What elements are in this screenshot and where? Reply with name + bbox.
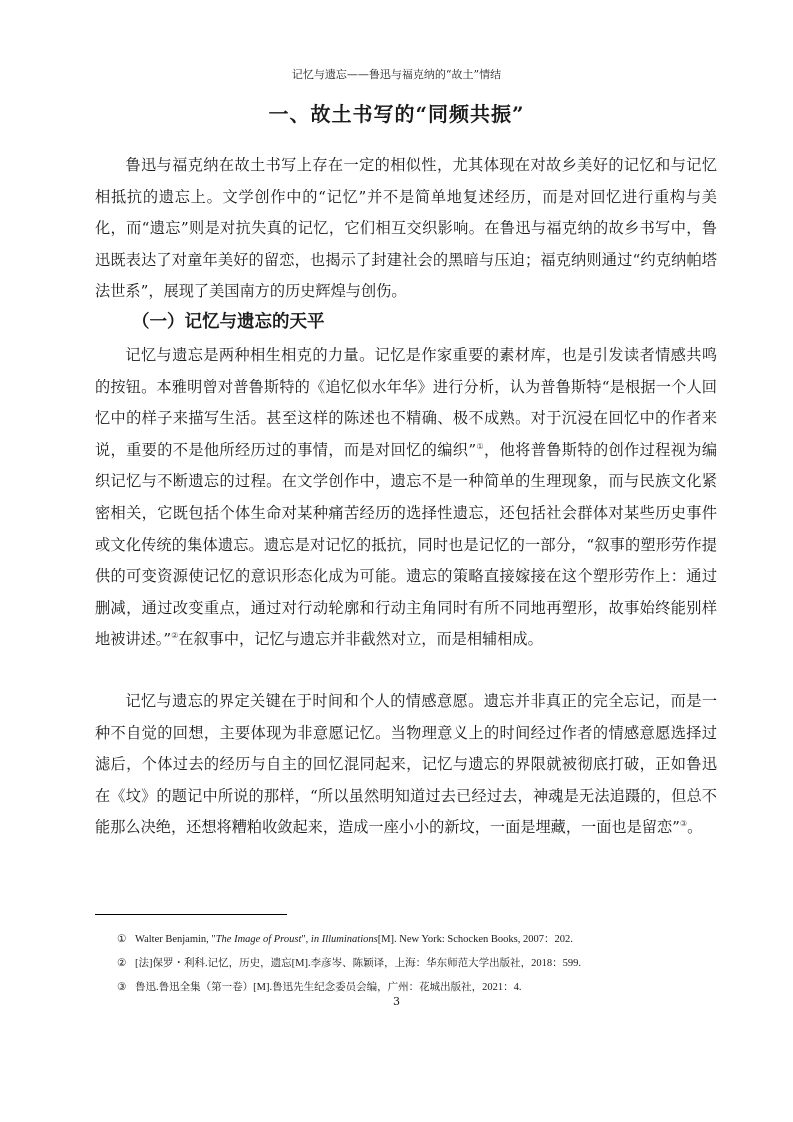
page-number: 3 <box>393 995 400 1008</box>
footnote-text: 鲁迅.鲁迅全集（第一卷）[M].鲁迅先生纪念委员会编，广州：花城出版社，2021：4. <box>135 982 522 993</box>
intro-paragraph: 鲁迅与福克纳在故土书写上存在一定的相似性，尤其体现在对故乡美好的记忆和与记忆相抵抗的遗忘上。文学创作中的“记忆”并不是简单地复述经历，而是对回忆进行重构与美化，而“遗忘”则是对抗失真的记忆，它们相互交织影响。在鲁迅与福克纳的故乡书写中，鲁迅既表达了对童年美好的留恋，也揭示了封建社会的黑暗与压迫；福克纳则通过“约克纳帕塔法世系”，展现了美国南方的历史辉煌与创伤。 <box>95 156 717 301</box>
paragraph-text: 记忆与遗忘是两种相生相克的力量。记忆是作家重要的素材库，也是引发读者情感共鸣的按钮。本雅明曾对普鲁斯特的《追忆似水年华》进行分析，认为普鲁斯特“是根据一个人回忆中的样子来描写生活。甚至这样的陈述也不精确、极不成熟。对于沉浸在回忆中的作者来说，重要的不是他所经历过的事情，而是对回忆的编织” <box>95 346 717 459</box>
footnote-text: ", <box>301 934 311 945</box>
footnote-ref-3[interactable]: ③ <box>679 819 688 829</box>
section-title: （一）记忆与遗忘的天平 <box>132 312 325 332</box>
paragraph-text: ，他将普鲁斯特的创作过程视为编织记忆与不断遗忘的过程。在文学创作中，遗忘不是一种简单的生理现象，而与民族文化紧密相关，它既包括个体生命对某种痛苦经历的选择性遗忘，还包括社会群体对某些历史事件或文化传统的集体遗忘。遗忘是对记忆的抵抗，同时也是记忆的一部分，“叙事的塑形劳作提供的可变资源使记忆的意识形态化成为可能。遗忘的策略直接嫁接在这个塑形劳作上：通过删减，通过改变重点，通过对行动轮廓和行动主角同时有所不同地再塑形，故事始终能别样地被讲述。” <box>95 440 718 649</box>
footnote-ref-1[interactable]: ① <box>476 441 485 451</box>
footnote-ref-2[interactable]: ② <box>171 631 179 641</box>
running-header: 记忆与遗忘——鲁迅与福克纳的“故土”情结 <box>291 68 502 81</box>
paragraph-boundary <box>95 686 717 844</box>
footnote-2 <box>117 954 737 978</box>
footnote-italic-book: in Illuminations <box>310 934 378 945</box>
paragraph-memory-forgetting <box>95 340 717 656</box>
paragraph-text: 记忆与遗忘的界定关键在于时间和个人的情感意愿。遗忘并非真正的完全忘记，而是一种不自觉的回想，主要体现为非意愿记忆。当物理意义上的时间经过作者的情感意愿选择过滤后，个体过去的经历与自主的回忆混同起来，记忆与遗忘的界限就被彻底打破，正如鲁迅在《坟》的题记中所说的那样，“所以虽然明知道过去已经过去，神魂是无法追蹑的，但总不能那么决绝，还想将糟粕收敛起来，造成一座小小的新坟，一面是埋藏，一面也是留恋” <box>95 692 717 837</box>
paragraph-text: 。 <box>687 818 703 837</box>
footnote-mark: ① <box>117 934 127 945</box>
footnote-text: [法]保罗・利科.记忆，历史，遗忘[M].李彦岑、陈颖译，上海：华东师范大学出版社，2018：599. <box>135 958 581 969</box>
footnote-italic-title: The Image of Proust <box>215 934 302 945</box>
footnote-divider <box>95 914 287 915</box>
paragraph-text: 在叙事中，记忆与遗忘并非截然对立，而是相辅相成。 <box>178 630 543 649</box>
footnote-text: Walter Benjamin, " <box>135 934 216 945</box>
footnotes <box>117 930 737 1002</box>
chapter-title: 一、故土书写的“同频共振” <box>268 102 525 126</box>
footnote-text: [M]. New York: Schocken Books, 2007：202. <box>377 934 573 945</box>
footnote-mark: ② <box>117 958 127 969</box>
footnote-mark: ③ <box>117 982 127 993</box>
footnote-1 <box>117 930 737 954</box>
